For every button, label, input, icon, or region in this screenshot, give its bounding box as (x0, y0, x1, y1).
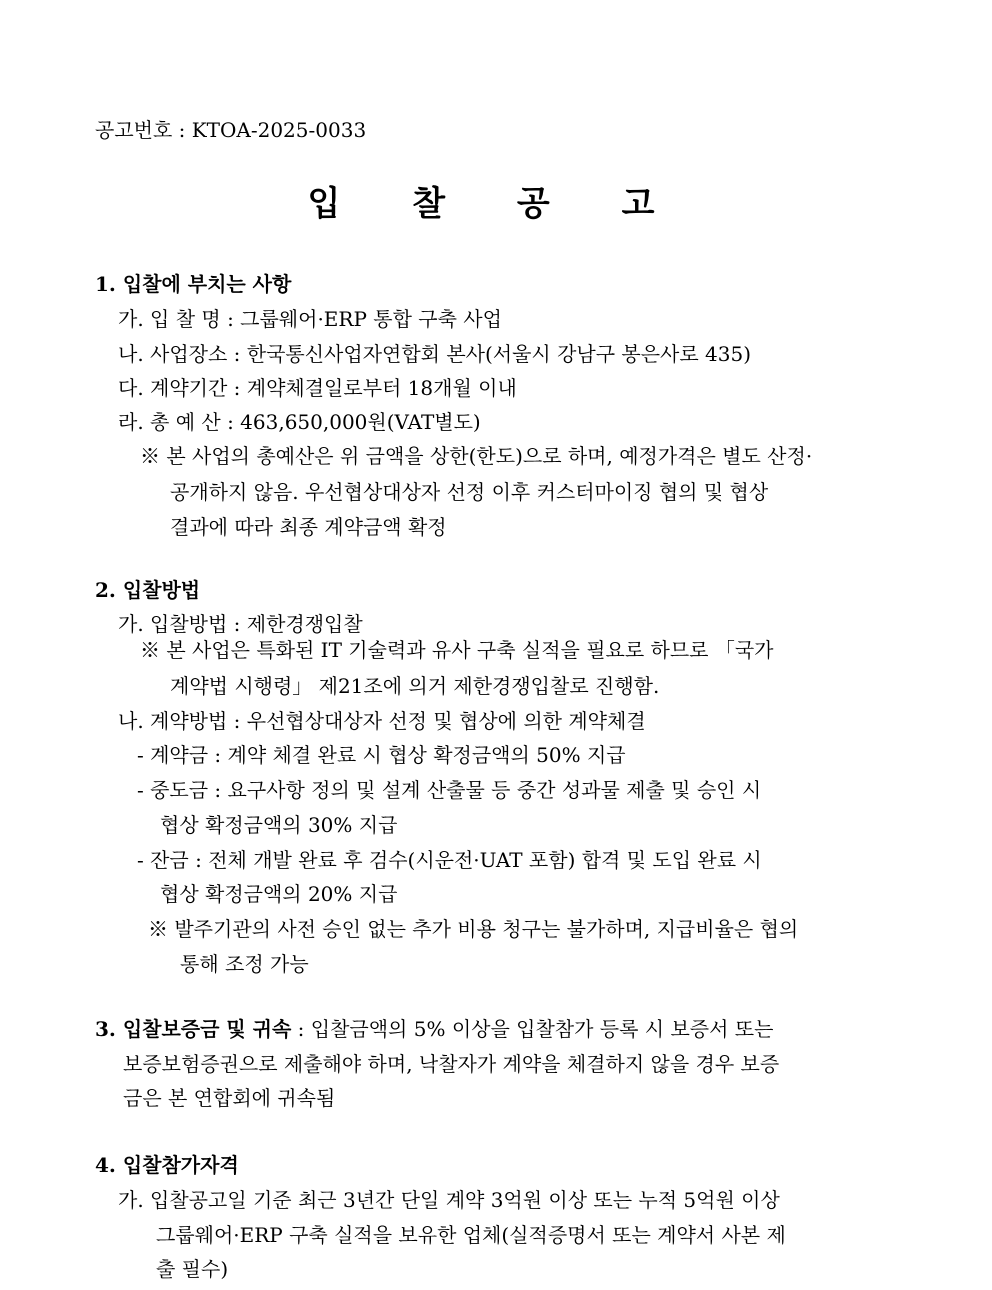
s2-ga-note-line-2: 계약법 시행령」 제21조에 의거 제한경쟁입찰로 진행함. (170, 674, 660, 698)
s3-text-line-1: : 입찰금액의 5% 이상을 입찰참가 등록 시 보증서 또는 (291, 1017, 774, 1041)
section-4-heading: 4. 입찰참가자격 (95, 1153, 239, 1177)
s1-item-da: 다. 계약기간 : 계약체결일로부터 18개월 이내 (118, 376, 517, 400)
s2-item-ga: 가. 입찰방법 : 제한경쟁입찰 (118, 612, 363, 636)
section-2-heading: 2. 입찰방법 (95, 578, 201, 602)
section-3-heading: 3. 입찰보증금 및 귀속 (95, 1017, 292, 1041)
s2-payment-note-line-1: ※ 발주기관의 사전 승인 없는 추가 비용 청구는 불가하며, 지급비율은 협의 (148, 917, 799, 941)
s4-item-ga-line-1: 가. 입찰공고일 기준 최근 3년간 단일 계약 3억원 이상 또는 누적 5억원 이상 (118, 1188, 780, 1212)
s4-item-ga-line-2: 그룹웨어·ERP 구축 실적을 보유한 업체(실적증명서 또는 계약서 사본 제 (156, 1223, 786, 1247)
s1-item-ra: 라. 총 예 산 : 463,650,000원(VAT별도) (118, 410, 481, 434)
s2-payment-1: - 계약금 : 계약 체결 완료 시 협상 확정금액의 50% 지급 (137, 743, 626, 767)
s2-payment-2-line-2: 협상 확정금액의 30% 지급 (160, 813, 398, 837)
s2-item-na: 나. 계약방법 : 우선협상대상자 선정 및 협상에 의한 계약체결 (118, 709, 646, 733)
s1-item-na: 나. 사업장소 : 한국통신사업자연합회 본사(서울시 강남구 봉은사로 435) (118, 342, 752, 366)
document-title: 입 찰 공 고 (307, 184, 685, 224)
s2-payment-note-line-2: 통해 조정 가능 (180, 952, 309, 976)
s2-payment-3-line-1: - 잔금 : 전체 개발 완료 후 검수(시운전·UAT 포함) 합격 및 도입 완료 시 (137, 848, 762, 872)
s3-text-line-2: 보증보험증권으로 제출해야 하며, 낙찰자가 계약을 체결하지 않을 경우 보증 (123, 1052, 780, 1076)
s1-note-line-2: 공개하지 않음. 우선협상대상자 선정 이후 커스터마이징 협의 및 협상 (170, 480, 769, 504)
s1-note-line-1: ※ 본 사업의 총예산은 위 금액을 상한(한도)으로 하며, 예정가격은 별도 산정· (140, 444, 813, 468)
s2-ga-note-line-1: ※ 본 사업은 특화된 IT 기술력과 유사 구축 실적을 필요로 하므로 「국가 (140, 638, 774, 662)
s1-item-ga: 가. 입 찰 명 : 그룹웨어·ERP 통합 구축 사업 (118, 307, 502, 331)
s1-note-line-3: 결과에 따라 최종 계약금액 확정 (170, 515, 447, 539)
s3-text-line-3: 금은 본 연합회에 귀속됨 (123, 1086, 336, 1110)
section-3-first-line (95, 1015, 773, 1043)
s2-payment-3-line-2: 협상 확정금액의 20% 지급 (160, 882, 398, 906)
notice-number: 공고번호 : KTOA-2025-0033 (95, 118, 367, 142)
s2-payment-2-line-1: - 중도금 : 요구사항 정의 및 설계 산출물 등 중간 성과물 제출 및 승인 시 (137, 778, 762, 802)
s4-item-ga-line-3: 출 필수) (156, 1257, 229, 1281)
section-1-heading: 1. 입찰에 부치는 사항 (95, 272, 292, 296)
